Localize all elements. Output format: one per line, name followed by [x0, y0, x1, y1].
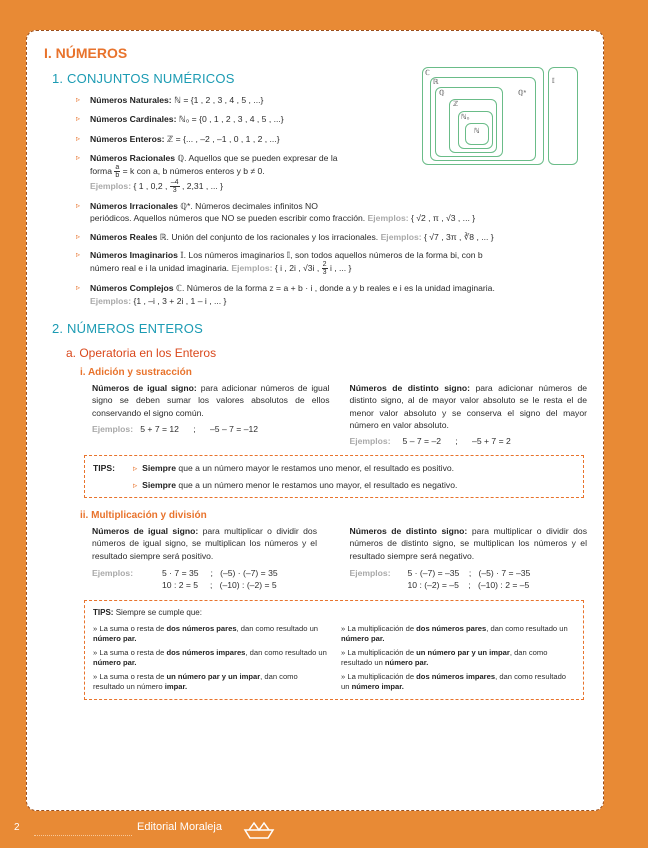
list-item: ▹ Números Naturales: ℕ = {1 , 2 , 3 , 4 , 5 , ...}	[76, 95, 264, 105]
venn-label-n0: ℕ₀	[461, 114, 470, 121]
publisher-name: Editorial Moraleja	[137, 821, 222, 833]
fraction: $\frac{a}{b}$	[115, 164, 120, 180]
list-item: ▹ Números Imaginarios 𝕀. Los números imaginarios 𝕀, son todos aquellos números de la forma bi, con b número real e i la unidad imaginaria. Ejemplos: { i , 2i , √3i , $\frac{2}{3}$ i , ... }	[76, 250, 483, 277]
list-item: ▹ Números Enteros: ℤ = {... , –2 , –1 , 0 , 1 , 2 , ...}	[76, 133, 280, 144]
arrow-icon: ▹	[76, 250, 81, 260]
list-item: ▹ Números Complejos ℂ. Números de la forma z = a + b · i , donde a y b reales e i es la unidad imaginaria. Ejemplos: {1 , –i , 3 + 2i , 1 – i , ... }	[76, 283, 495, 306]
list-item: ▹ Números Racionales ℚ. Aquellos que se pueden expresar de la forma $\frac{a}{b}$ = k con a, b números enteros y b ≠ 0. Ejemplos: { 1 , 0,2 , $\frac{-4}{3}$ , 2,31 , ... }	[76, 152, 338, 195]
section-heading-conjuntos: 1. CONJUNTOS NUMÉRICOS	[52, 71, 235, 86]
fraction: $\frac{-4}{3}$	[170, 179, 179, 195]
page-number: 2	[14, 822, 20, 833]
footer-divider	[34, 835, 132, 836]
venn-label-r: ℝ	[433, 79, 439, 86]
tips-box-adicion: TIPS: ▹ Siempre que a un número mayor le restamos uno menor, el resultado es positivo. ▹ Siempre que a un número menor le restamos uno mayor, el resultado es negativo.	[84, 455, 584, 498]
arrow-icon: ▹	[76, 114, 81, 124]
arrow-icon: ▹	[76, 95, 81, 104]
page-title: I. NÚMEROS	[44, 45, 128, 61]
arrow-icon: ▹	[76, 133, 81, 143]
venn-label-n: ℕ	[474, 128, 480, 135]
venn-label-qstar: ℚ*	[518, 90, 527, 97]
subheading-adicion: i. Adición y sustracción	[80, 366, 192, 378]
fraction: $\frac{2}{3}$	[322, 261, 327, 277]
venn-label-i: 𝕀	[552, 78, 555, 85]
list-item: ▹ Números Cardinales: ℕ₀ = {0 , 1 , 2 , 3 , 4 , 5 , ...}	[76, 114, 284, 125]
arrow-icon: ▹	[76, 201, 81, 211]
arrow-icon: ▹	[76, 231, 81, 241]
arrow-icon: ▹	[76, 152, 81, 162]
section-heading-enteros: 2. NÚMEROS ENTEROS	[52, 320, 203, 336]
venn-label-q: ℚ	[439, 90, 445, 97]
arrow-icon: ▹	[76, 283, 81, 293]
footer	[0, 818, 648, 848]
subheading-multiplicacion: ii. Multiplicación y división	[80, 510, 207, 522]
venn-label-z: ℤ	[453, 101, 459, 108]
list-item: ▹ Números Reales ℝ. Unión del conjunto de los racionales y los irracionales. Ejemplos: { √7 , 3π , ∛8 , ... }	[76, 231, 494, 242]
page-sheet: I. NÚMEROS 1. CONJUNTOS NUMÉRICOS ℂ ℝ ℚ ℤ ℕ₀ ℕ ℚ* 𝕀 ▹ Números Naturales: ℕ = {1 , 2 , 3 , 4 , 5 , ...} ▹ Números Cardinales: ℕ₀ = {0 , 1 , 2 , 3 , 4 , 5 , ...} ▹ Números Enteros: ℤ = {... , –2 , –1 , 0 , 1 , 2 , ...} ▹ Números Racionales ℚ. Aquellos que se pueden expresar de la forma $\frac{a}{b}$ = k con a, b números enteros y b ≠ 0. Ejemplos: { 1 , 0,2 , $\frac{-4}{3}$ , 2,31 , ... } ▹ Números Irracionales ℚ*. Números decimales infinitos NO periódicos. Aquellos números que NO se pueden escribir como fracción. Ejemplos: { √2 , π , √3 , ... } ▹ Números Reales ℝ. Unión del conjunto de los racionales y los irracionales. Ejemplos: { √7 , 3π , ∛8 , ... } ▹ Números Imaginarios 𝕀. Los números imaginarios 𝕀, son todos aquellos números de la forma bi, con b número real e i la unidad imaginaria. Ejemplos: { i , 2i , √3i , $\frac{2}{3}$ i , ... } ▹ Números Complejos ℂ. Números de la forma z = a + b · i , donde a y b reales e i es la unidad imaginaria. Ejemplos: {1 , –i , 3 + 2i , 1 – i , ... } 2. NÚMEROS ENTEROS a. Operatoria en los Enteros i. Adición y sustracción Números de igual signo: para adicionar números de igual signo se deben sumar los valores absolutos de ellos conservando el signo común. Ejemplos: 5 + 7 = 12 ; –5 – 7 = –12 Números de distinto signo: para adicionar números de distinto signo, al de mayor valor absoluto se le resta el de menor valor absoluto y se conserva el signo del mayor número en valor absoluto. Ejemplos: 5 – 7 = –2 ; –5 + 7 = 2 TIPS: ▹ Siempre que a un número mayor le restamos uno menor, el resultado es positivo. ▹ Siempre que a un número menor le restamos uno mayor, el resultado es negativo. ii. Multiplicación y división Números de igual signo: para multiplicar o dividir dos números de igual signo, se multiplican los números y el resultado siempre será positivo. Ejemplos: 5 · 7 = 35 ; (–5) · (–7) = 35 10 : 2 = 5 ; (–10) : (–2) = 5 Números de distinto signo: para multiplicar o dividir dos números de distinto signo, se multiplican los números y el resultado siempre será negativo. Ejemplos: 5 · (–7) = –35 ; (–5) · 7 = –35 10 : (–2) = –5 ; (–10) : 2 = –5 TIPS: Siempre se cumple que: » La suma o resta de dos números pares, dan como resultado un número par. » La suma o resta de dos números impares, dan como resultado un número par. » La suma o resta de un número par y un impar, dan como resultado un número impar. » La multiplicación de dos números pares, dan como resultado un número par. » La multiplicación de un número par y un impar, dan como resultado un número par. » La multiplicación de dos números impares, dan como resultado un número impar.	[26, 30, 604, 811]
venn-diagram	[422, 67, 578, 165]
list-item: ▹ Números Irracionales ℚ*. Números decimales infinitos NO periódicos. Aquellos números que NO se pueden escribir como fracción. Ejemplos: { √2 , π , √3 , ... }	[76, 201, 476, 224]
subsection-heading-operatoria: a. Operatoria en los Enteros	[66, 345, 217, 360]
tips-box-multiplicacion: TIPS: Siempre se cumple que: » La suma o resta de dos números pares, dan como resultado un número par. » La suma o resta de dos números impares, dan como resultado un número par. » La suma o resta de un número par y un impar, dan como resultado un número impar. » La multiplicación de dos números pares, dan como resultado un número par. » La multiplicación de un número par y un impar, dan como resultado un número par. » La multiplicación de dos números impares, dan como resultado un número impar.	[84, 600, 584, 700]
paper-boat-icon	[243, 820, 275, 840]
venn-label-c: ℂ	[425, 70, 430, 77]
